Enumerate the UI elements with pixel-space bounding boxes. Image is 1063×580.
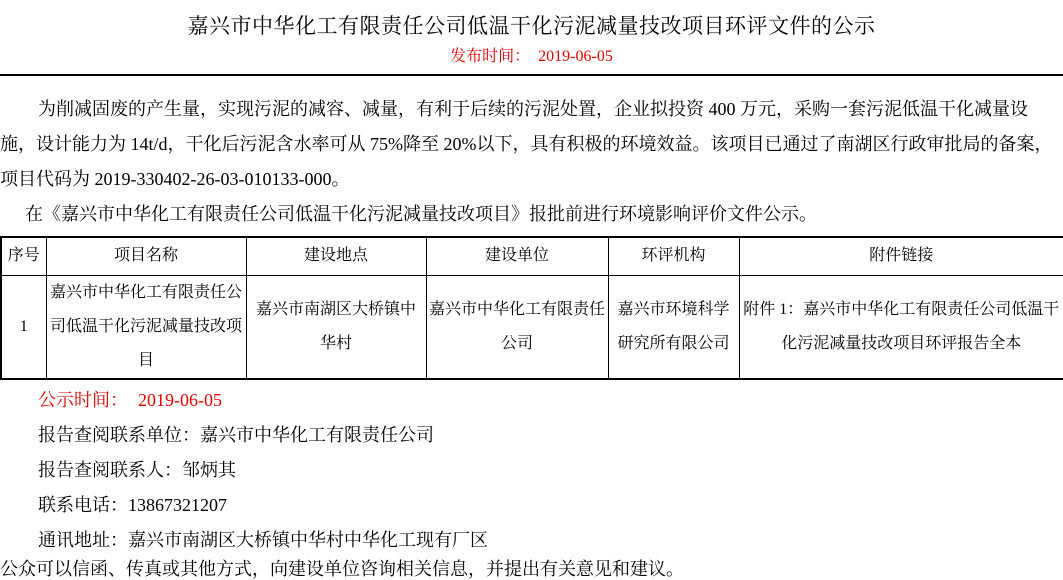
notice-date-line	[0, 383, 1063, 418]
construction-unit-cell: 嘉兴市中华化工有限责任公司	[426, 275, 608, 379]
attachment-link[interactable]: 附件 1：嘉兴市中华化工有限责任公司低温干化污泥减量技改项目环评报告全本	[743, 300, 1060, 352]
project-seq-cell: 1	[1, 275, 46, 379]
column-header-project-name: 项目名称	[46, 237, 246, 275]
column-header-location: 建设地点	[246, 237, 426, 275]
contact-address-line: 通讯地址：嘉兴市南湖区大桥镇中华村中华化工现有厂区	[38, 530, 488, 550]
notice-date-value: 2019-06-05	[138, 390, 222, 410]
intro-paragraph: 为削减固废的产生量，实现污泥的减容、减量，有利于后续的污泥处置，企业拟投资 400 万元，采购一套污泥低温干化减量设施，设计能力为 14t/d，干化后污泥含水率可从 75%降至 20%以下，具有积极的环境效益。该项目已通过了南湖区行政审批局的备案，项目代码为 2019-330402-26-03-010133-000。	[0, 99, 1053, 189]
table-header-row	[1, 237, 1063, 275]
project-table	[0, 236, 1063, 380]
column-header-seq: 序号	[1, 237, 46, 275]
project-location-cell: 嘉兴市南湖区大桥镇中华村	[246, 275, 426, 379]
publish-date-label: 发布时间：	[450, 48, 531, 65]
publish-date-line	[0, 48, 1063, 66]
notice-date-label: 公示时间：	[38, 390, 128, 410]
footer-info	[0, 383, 1063, 580]
column-header-eia-agency: 环评机构	[608, 237, 739, 275]
page-title: 嘉兴市中华化工有限责任公司低温干化污泥减量技改项目环评文件的公示	[187, 14, 876, 38]
column-header-construction-unit: 建设单位	[426, 237, 608, 275]
project-name-cell: 嘉兴市中华化工有限责任公司低温干化污泥减量技改项目	[46, 275, 246, 379]
title-divider	[0, 74, 1063, 76]
column-header-attachment: 附件链接	[739, 237, 1063, 275]
feedback-note-line: 公众可以信函、传真或其他方式，向建设单位咨询相关信息，并提出有关意见和建议。	[0, 559, 684, 579]
attachment-cell	[739, 275, 1063, 379]
contact-unit-line: 报告查阅联系单位：嘉兴市中华化工有限责任公司	[38, 425, 434, 445]
contact-person-line: 报告查阅联系人：邹炳其	[38, 460, 236, 480]
eia-agency-cell: 嘉兴市环境科学研究所有限公司	[608, 275, 739, 379]
publish-date-value: 2019-06-05	[538, 48, 613, 65]
announcement-paragraph: 在《嘉兴市中华化工有限责任公司低温干化污泥减量技改项目》报批前进行环境影响评价文件公示。	[25, 204, 817, 224]
project-row	[1, 275, 1063, 379]
contact-phone-line: 联系电话：13867321207	[38, 495, 227, 515]
